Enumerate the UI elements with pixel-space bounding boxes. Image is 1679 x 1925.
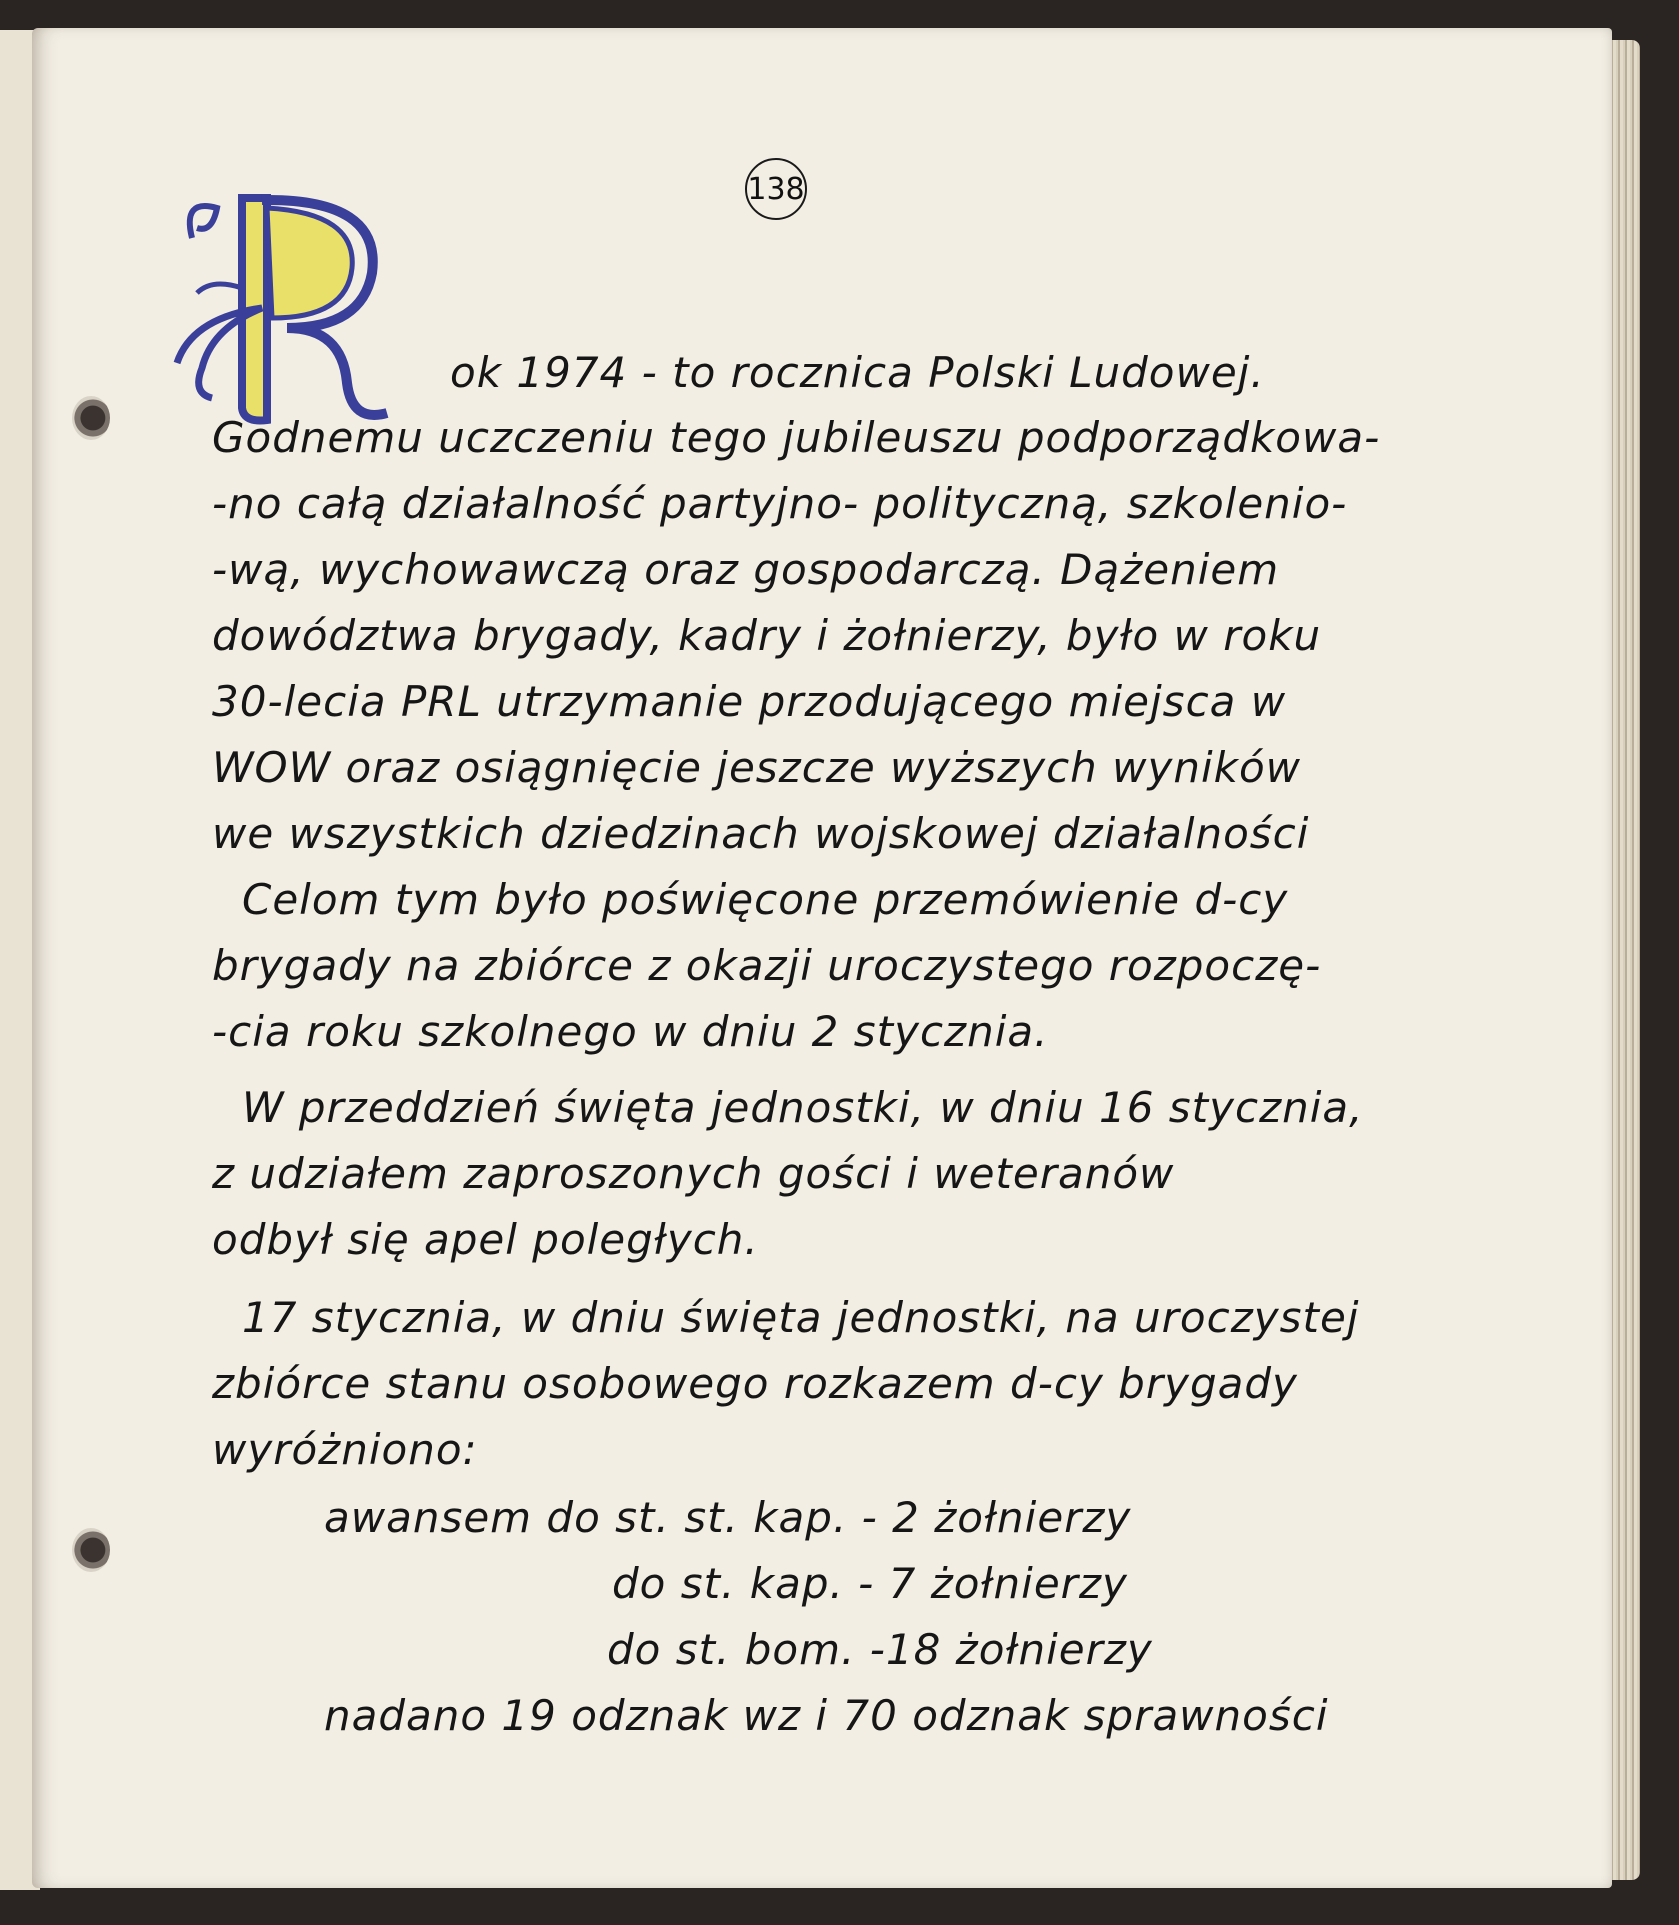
- text-line: do st. bom. -18 żołnierzy: [607, 1625, 1153, 1674]
- text-line: -wą, wychowawczą oraz gospodarczą. Dążeniem: [212, 545, 1280, 594]
- text-line: 17 stycznia, w dniu święta jednostki, na uroczystej: [242, 1293, 1360, 1342]
- text-line: 30-lecia PRL utrzymanie przodującego miejsca w: [212, 677, 1287, 726]
- text-line: Celom tym było poświęcone przemówienie d-cy: [242, 875, 1289, 924]
- text-line: wyróżniono:: [212, 1425, 478, 1474]
- text-line: brygady na zbiórce z okazji uroczystego rozpoczę-: [212, 941, 1322, 990]
- text-line: WOW oraz osiągnięcie jeszcze wyższych wyników: [212, 743, 1302, 792]
- text-line: Godnemu uczczeniu tego jubileuszu podporządkowa-: [212, 413, 1381, 462]
- text-line: we wszystkich dziedzinach wojskowej działalności: [212, 809, 1310, 858]
- text-line: nadano 19 odznak wz i 70 odznak sprawności: [324, 1691, 1329, 1740]
- text-line: z udziałem zaproszonych gości i weteranów: [212, 1149, 1175, 1198]
- text-line: odbył się apel poległych.: [212, 1215, 759, 1264]
- notebook-page: [32, 28, 1612, 1888]
- text-line: ok 1974 - to rocznica Polski Ludowej.: [450, 348, 1265, 397]
- text-line: awansem do st. st. kap. - 2 żołnierzy: [324, 1493, 1132, 1542]
- text-line: -no całą działalność partyjno- polityczną, szkolenio-: [212, 479, 1348, 528]
- text-line: dowództwa brygady, kadry i żołnierzy, było w roku: [212, 611, 1322, 660]
- text-line: zbiórce stanu osobowego rozkazem d-cy brygady: [212, 1359, 1298, 1408]
- binder-hole-bottom: [72, 1528, 110, 1572]
- text-line: do st. kap. - 7 żołnierzy: [612, 1559, 1128, 1608]
- binder-hole-top: [72, 396, 110, 440]
- illuminated-initial: [172, 178, 432, 438]
- text-line: W przeddzień święta jednostki, w dniu 16 stycznia,: [242, 1083, 1364, 1132]
- text-line: -cia roku szkolnego w dniu 2 stycznia.: [212, 1007, 1049, 1056]
- page-number: 138: [745, 158, 807, 220]
